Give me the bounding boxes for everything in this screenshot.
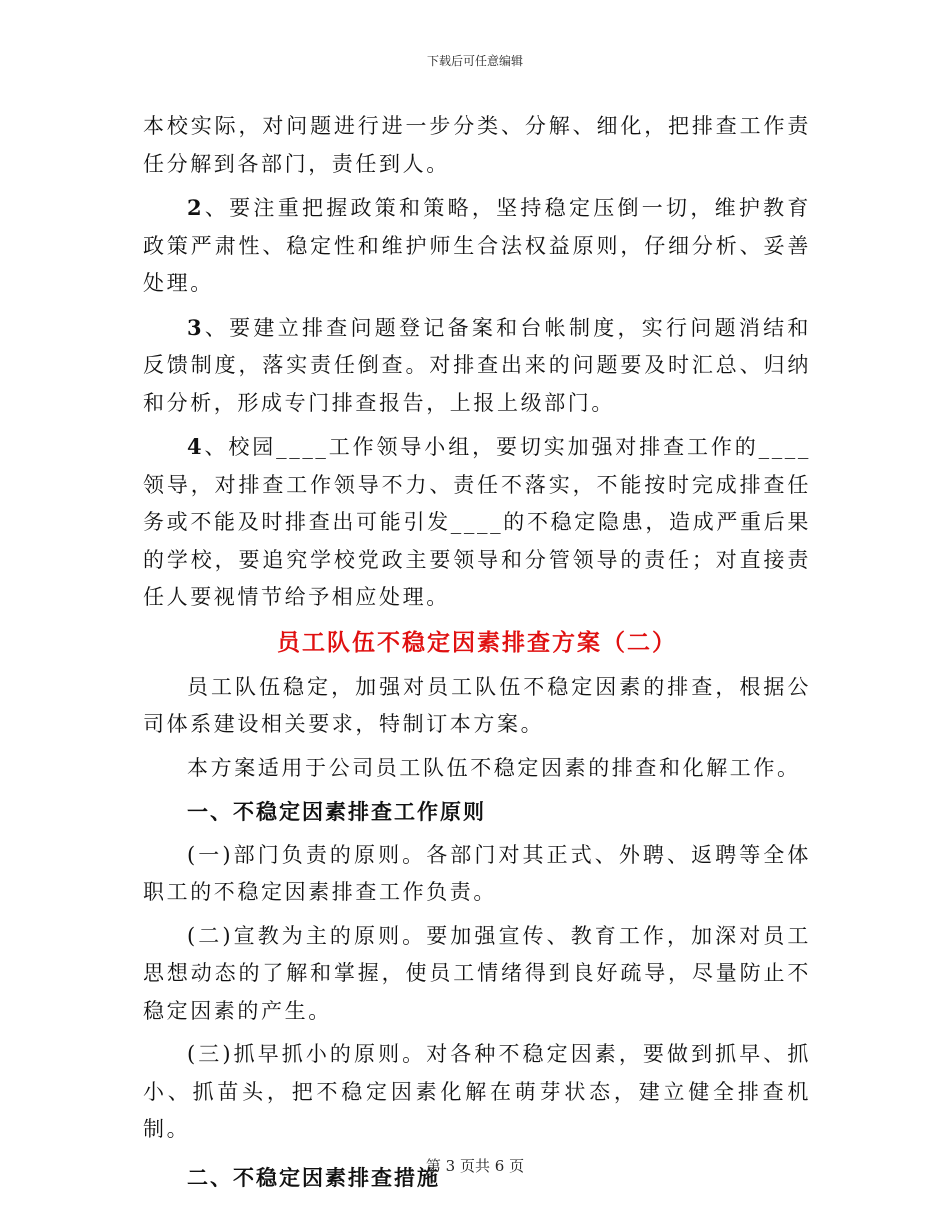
document-body bbox=[143, 108, 811, 1196]
paragraph-item-3 bbox=[143, 309, 811, 423]
item-number: 4 bbox=[187, 434, 205, 459]
paragraph-item-4 bbox=[143, 428, 811, 617]
heading-measures: 二、不稳定因素排查措施 bbox=[187, 1164, 440, 1190]
page-footer: 第 3 页共 6 页 bbox=[425, 1157, 525, 1175]
intro-paragraph-2: 本方案适用于公司员工队伍不稳定因素的排查和化解工作。 bbox=[187, 755, 801, 780]
heading-principles: 一、不稳定因素排查工作原则 bbox=[187, 799, 486, 824]
principle-item-3: (三)抓早抓小的原则。对各种不稳定因素，要做到抓早、抓小、抓苗头，把不稳定因素化解在萌芽状态，建立健全排查机制。 bbox=[143, 1042, 811, 1141]
item-number: 3 bbox=[187, 314, 205, 340]
principle-item-2: (二)宣教为主的原则。要加强宣传、教育工作，加深对员工思想动态的了解和掌握，使员工情绪得到良好疏导，尽量防止不稳定因素的产生。 bbox=[143, 923, 811, 1023]
item-text: 、要建立排查问题登记备案和台帐制度，实行问题消结和反馈制度，落实责任倒查。对排查出来的问题要及时汇总、归纳和分析，形成专门排查报告，上报上级部门。 bbox=[143, 315, 811, 415]
intro-paragraph-1: 员工队伍稳定，加强对员工队伍不稳定因素的排查，根据公司体系建设相关要求，特制订本方案。 bbox=[143, 674, 811, 736]
page-header: 下载后可任意编辑 bbox=[426, 54, 523, 68]
paragraph-item-2 bbox=[143, 189, 811, 303]
item-number: 2 bbox=[187, 195, 205, 220]
item-text: 、要注重把握政策和策略，坚持稳定压倒一切，维护教育政策严肃性、稳定性和维护师生合法权益原则，仔细分析、妥善处理。 bbox=[143, 196, 811, 295]
paragraph-continuation: 本校实际，对问题进行进一步分类、分解、细化，把排查工作责任分解到各部门，责任到人。 bbox=[143, 114, 811, 176]
item-text: 、校园____工作领导小组，要切实加强对排查工作的____领导，对排查工作领导不力、责任不落实，不能按时完成排查任务或不能及时排查出可能引发____的不稳定隐患，造成严重后果的学校，要追究学校党政主要领导和分管领导的责任；对直接责任人要视情节给予相应处理。 bbox=[143, 435, 811, 609]
section-title: 员工队伍不稳定因素排查方案（二） bbox=[277, 628, 677, 656]
principle-item-1: (一)部门负责的原则。各部门对其正式、外聘、返聘等全体职工的不稳定因素排查工作负责。 bbox=[143, 842, 811, 904]
